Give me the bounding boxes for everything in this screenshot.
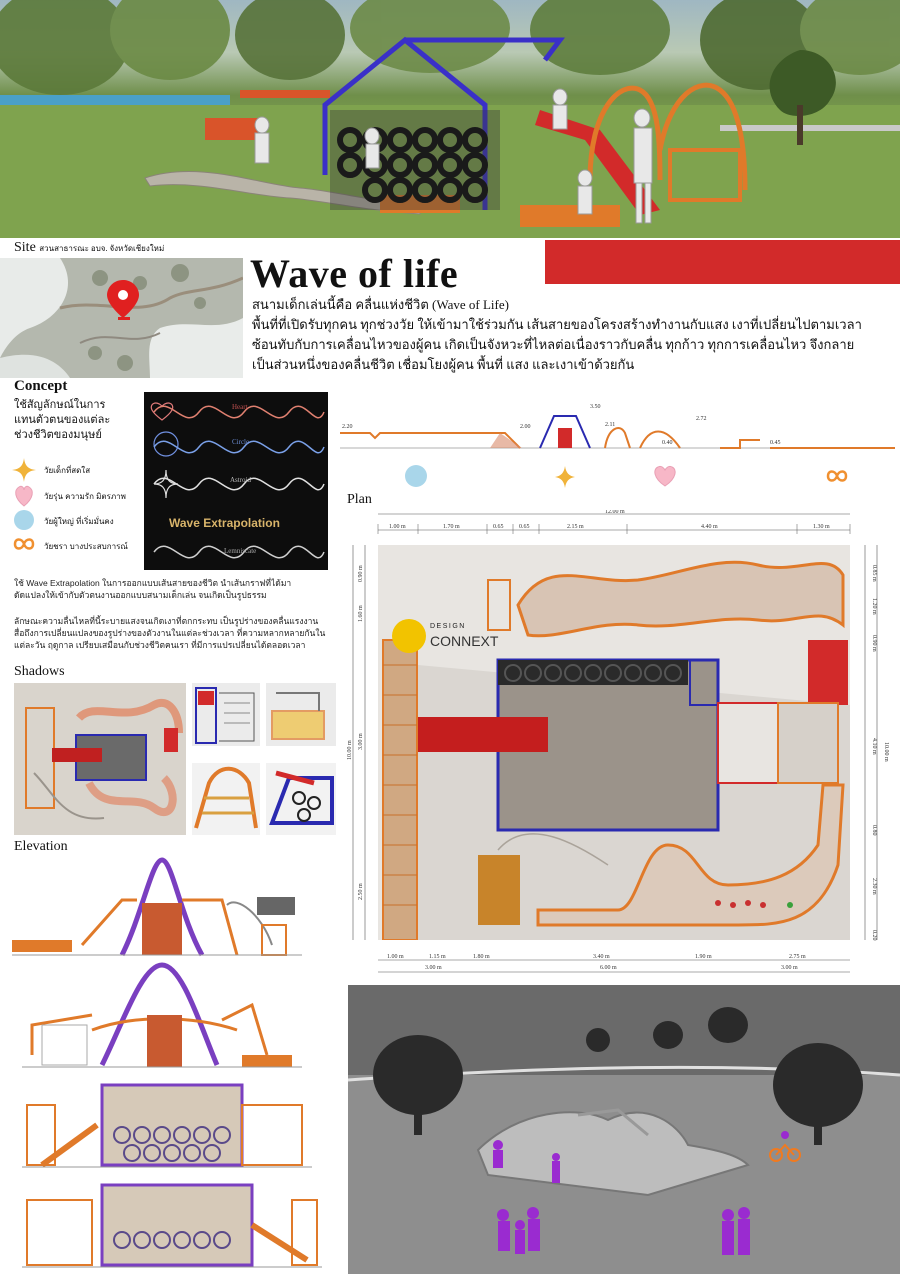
site-map <box>0 258 243 378</box>
site-heading: Site <box>14 240 36 255</box>
intro-line-4: เป็นส่วนหนึ่งของคลื่นชีวิต เชื่อมโยงผู้คน พื้นที่ แสง และเงาเข้าด้วยกัน <box>252 357 635 372</box>
top-dim-6: 4.40 m <box>701 524 718 530</box>
right-dim-4: 4.10 m <box>871 738 877 755</box>
left-dim-1: 0.90 m <box>358 565 364 582</box>
heart-icon <box>16 486 33 506</box>
top-dim-1: 1.00 m <box>389 524 406 530</box>
site-plan <box>378 545 850 940</box>
top-dim-4: 0.65 <box>519 524 530 530</box>
bottom-total-1: 3.00 m <box>425 965 442 971</box>
title-accent-bar <box>545 240 900 284</box>
height-2-20: 2.20 <box>342 424 353 430</box>
right-dim-7: 0.20 <box>871 930 877 941</box>
concept-paragraph-2-line-3: แต่ละวัน ฤดูกาล เปรียบเสมือนกับช่วงชีวิตคนเรา ที่มีการแปรเปลี่ยนได้ตลอดเวลา <box>14 640 306 650</box>
right-dim-3: 0.90 m <box>871 635 877 652</box>
height-0-45: 0.45 <box>770 440 781 446</box>
concept-heading: Concept <box>14 378 68 394</box>
plan-drawing <box>378 545 850 940</box>
infinity-icon <box>828 472 846 481</box>
right-dim-6: 2.30 m <box>871 878 877 895</box>
bottom-dim-2: 1.15 m <box>429 954 446 960</box>
infinity-icon <box>15 540 33 549</box>
wave-label-lemniscate: Lemniscate <box>224 547 257 555</box>
concept-line-1: ใช้สัญลักษณ์ในการ <box>14 399 106 411</box>
plan-total-width: 12.00 m <box>605 510 625 515</box>
height-2-72: 2.72 <box>696 416 707 422</box>
shadows-heading: Shadows <box>14 664 65 679</box>
right-dim-5: 0.80 <box>871 825 877 836</box>
bottom-total-2: 6.00 m <box>600 965 617 971</box>
left-dim-4: 2.50 m <box>358 883 364 900</box>
star-icon <box>555 466 575 488</box>
height-2-00: 2.00 <box>520 424 531 430</box>
elevation-drawings <box>12 855 337 1270</box>
concept-paragraph-2-line-2: สื่อถึงการเปลี่ยนแปลงของรูปร่างของตัวงานในแต่ละช่วงเวลา ที่ความหลากหลายกันใน <box>14 628 326 638</box>
bottom-dim-4: 3.40 m <box>593 954 610 960</box>
wave-label-heart: Heart <box>232 403 248 411</box>
hero-render <box>0 0 900 238</box>
top-dim-7: 1.30 m <box>813 524 830 530</box>
logo-badge-icon <box>392 619 426 653</box>
concept-paragraph-2-line-1: ลักษณะความลื่นไหลที่นี้ระบายแสงจนเกิดเงาที่ตกกระทบ เป็นรูปร่างของคลื่นแรงงาน <box>14 616 319 626</box>
elevation-heading: Elevation <box>14 839 68 854</box>
star-icon <box>12 458 36 482</box>
height-0-40: 0.40 <box>662 440 673 446</box>
legend-child: วัยเด็กที่สดใส <box>44 466 91 475</box>
intro-line-1: สนามเด็กเล่นนี้คือ คลื่นแห่งชีวิต (Wave of Life) <box>252 297 509 312</box>
bottom-dim-3: 1.80 m <box>473 954 490 960</box>
concept-paragraph-1-line-2: ดัดแปลงให้เข้ากับตัวตนงานออกแบบสนามเด็กเล่น จนเกิดเป็นรูปธรรม <box>14 590 267 600</box>
design-connext-logo <box>392 619 512 655</box>
legend-adult: วัยผู้ใหญ่ ที่เริ่มมั่นคง <box>44 517 114 526</box>
intro-line-3: ซ้อนทับกับการเคลื่อนไหวของผู้คน เกิดเป็นจังหวะที่ไหลต่อเนื่องราวกับคลื่น ทุกก้าว ทุกการเคลื่อนไหว จึงกลาย <box>252 337 855 352</box>
page-title: Wave of life <box>250 251 459 296</box>
bottom-total-3: 3.00 m <box>781 965 798 971</box>
site-location: สวนสาธารณะ อบจ. จังหวัดเชียงใหม่ <box>39 244 165 253</box>
top-dim-3: 0.65 <box>493 524 504 530</box>
right-dim-2: 1.20 m <box>871 598 877 615</box>
shadows-studies <box>14 683 336 835</box>
site-label <box>14 240 164 256</box>
height-2-11: 2.11 <box>605 422 616 428</box>
top-dim-2: 1.70 m <box>443 524 460 530</box>
concept-paragraph-1-line-1: ใช้ Wave Extrapolation ในการออกแบบเส้นสายของชีวิต นำเส้นกราฟที่ได้มา <box>14 578 292 588</box>
wave-graph <box>144 392 328 570</box>
wave-extrapolation-title: Wave Extrapolation <box>169 516 280 530</box>
left-dim-3: 3.00 m <box>358 733 364 750</box>
legend-elder: วัยชรา บางประสบการณ์ <box>44 542 128 551</box>
plan-heading: Plan <box>347 492 372 507</box>
logo-text-top: DESIGN <box>430 623 466 630</box>
wave-extrapolation-panel <box>144 392 328 570</box>
wave-label-astroid: Astroid <box>230 476 251 484</box>
hero-illustration <box>0 0 900 238</box>
profile-section <box>340 398 895 493</box>
intro-line-2: พื้นที่ที่เปิดรับทุกคน ทุกช่วงวัย ให้เข้ามาใช้ร่วมกัน เส้นสายของโครงสร้างทำงานกับแสง เงาที่เปลี่ยนไปตามเวลา <box>252 317 862 332</box>
legend-icons <box>12 458 36 558</box>
aerial-render-graphic <box>348 985 900 1274</box>
legend-teen: วัยรุ่น ความรัก มิตรภาพ <box>44 492 126 501</box>
top-dim-5: 2.15 m <box>567 524 584 530</box>
aerial-render <box>348 985 900 1274</box>
circle-icon <box>405 465 427 487</box>
left-total: 10.00 m <box>347 740 353 760</box>
right-dim-1: 0.85 m <box>871 565 877 582</box>
height-3-50: 3.50 <box>590 404 601 410</box>
left-dim-2: 1.60 m <box>358 605 364 622</box>
circle-icon <box>14 510 34 530</box>
bottom-dim-5: 1.90 m <box>695 954 712 960</box>
site-map-graphic <box>0 258 243 378</box>
heart-icon <box>655 466 675 486</box>
right-total: 10.00 m <box>883 742 889 762</box>
concept-line-3: ช่วงชีวิตของมนุษย์ <box>14 429 102 441</box>
bottom-dim-1: 1.00 m <box>387 954 404 960</box>
concept-line-2: แทนตัวตนของแต่ละ <box>14 414 111 426</box>
bottom-dim-6: 2.75 m <box>789 954 806 960</box>
logo-text-bottom: CONNEXT <box>430 633 499 649</box>
wave-label-circle: Circle <box>232 438 250 446</box>
